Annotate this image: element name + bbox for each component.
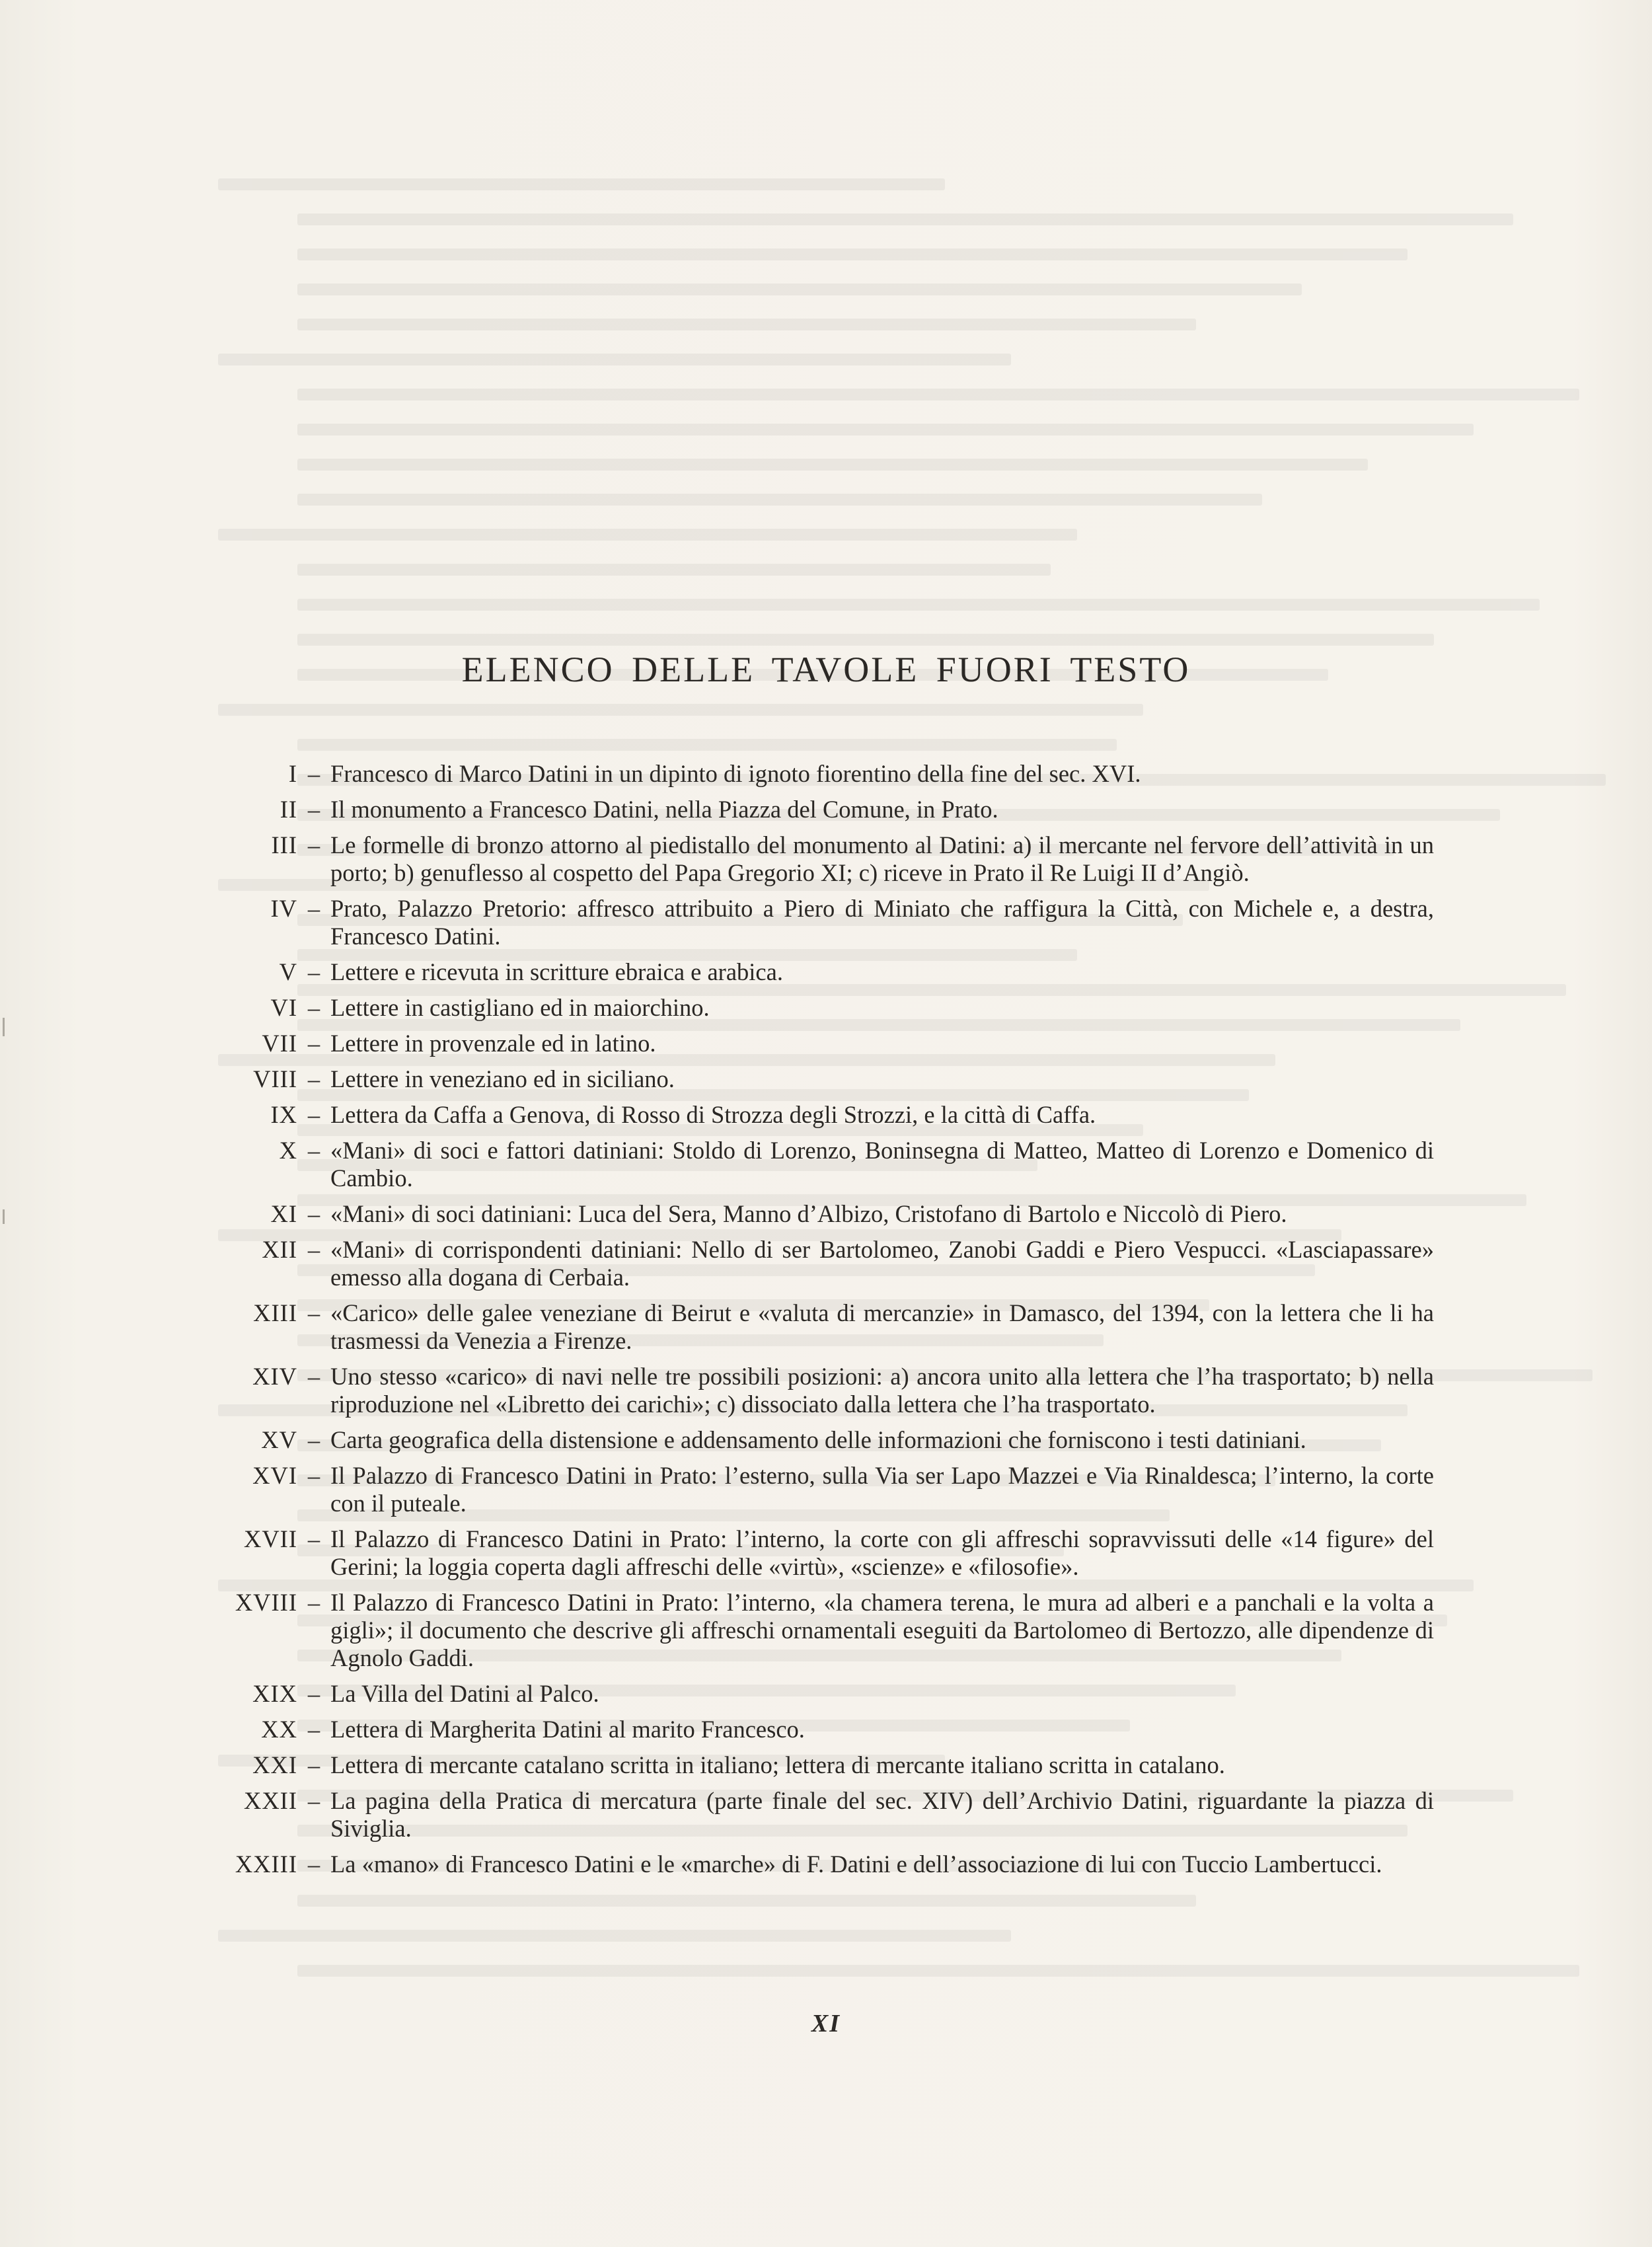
plate-description: Il Palazzo di Francesco Datini in Prato: l’interno, la corte con gli affreschi sopravvissuti delle «14 figure» del Gerini; la loggia coperta dagli affreschi delle «virtù», «scienze» e «filosofie». <box>330 1525 1434 1580</box>
list-item <box>218 1850 1434 1878</box>
separator-dash: – <box>307 1751 320 1778</box>
ghost-line <box>297 284 1302 295</box>
list-item <box>218 1200 1434 1228</box>
list-item <box>218 1589 1434 1672</box>
plate-number: XX <box>261 1716 297 1743</box>
ghost-line <box>218 354 1011 365</box>
ghost-line <box>218 529 1077 541</box>
plate-number: I <box>288 760 297 787</box>
ghost-line <box>297 634 1434 646</box>
list-item <box>218 1363 1434 1418</box>
plate-number: X <box>279 1137 297 1164</box>
separator-dash: – <box>307 831 320 858</box>
list-item <box>218 831 1434 887</box>
list-item <box>218 1101 1434 1129</box>
plate-description: Lettera di Margherita Datini al marito Francesco. <box>330 1716 805 1743</box>
list-item <box>218 958 1434 986</box>
separator-dash: – <box>307 1850 320 1878</box>
separator-dash: – <box>307 1589 320 1616</box>
separator-dash: – <box>307 1299 320 1326</box>
plate-number: XXII <box>243 1787 297 1814</box>
list-item <box>218 1299 1434 1355</box>
separator-dash: – <box>307 1462 320 1489</box>
plate-number: V <box>279 958 297 985</box>
plate-number: XIII <box>253 1299 297 1326</box>
list-item <box>218 1751 1434 1779</box>
plate-description: Lettere in veneziano ed in siciliano. <box>330 1065 675 1092</box>
separator-dash: – <box>307 958 320 985</box>
separator-dash: – <box>307 1137 320 1164</box>
plate-description: Lettera di mercante catalano scritta in italiano; lettera di mercante italiano scritta in catalano. <box>330 1751 1225 1778</box>
plate-description: Prato, Palazzo Pretorio: affresco attribuito a Piero di Miniato che raffigura la Città, con Michele e, a destra, Francesco Datini. <box>330 895 1434 950</box>
separator-dash: – <box>307 1680 320 1707</box>
plate-number: XVI <box>252 1462 297 1489</box>
ghost-line <box>297 564 1051 576</box>
plate-description: Lettera da Caffa a Genova, di Rosso di Strozza degli Strozzi, e la città di Caffa. <box>330 1101 1096 1128</box>
list-item <box>218 1525 1434 1581</box>
list-item <box>218 994 1434 1022</box>
plates-list <box>218 760 1434 1886</box>
plate-description: «Mani» di soci datiniani: Luca del Sera, Manno d’Albizo, Cristofano di Bartolo e Niccolò di Piero. <box>330 1200 1287 1227</box>
plate-description: «Carico» delle galee veneziane di Beirut e «valuta di mercanzie» in Damasco, del 1394, con la lettera che li ha trasmessi da Venezia a Firenze. <box>330 1299 1434 1354</box>
list-item <box>218 1680 1434 1708</box>
plate-number: IX <box>270 1101 297 1128</box>
plate-description: Il Palazzo di Francesco Datini in Prato: l’interno, «la chamera terena, le mura ad alberi e a panchali e la volta a gigli»; il documento che descrive gli affreschi ornamentali eseguiti da Bartolomeo di Bertozzo, alle dipendenze di Agnolo Gaddi. <box>330 1589 1434 1671</box>
separator-dash: – <box>307 1030 320 1057</box>
list-item <box>218 1426 1434 1454</box>
separator-dash: – <box>307 895 320 922</box>
list-item <box>218 1236 1434 1291</box>
ghost-line <box>297 389 1579 400</box>
ghost-line <box>297 494 1262 506</box>
plate-description: Il Palazzo di Francesco Datini in Prato: l’esterno, sulla Via ser Lapo Mazzei e Via Rinaldesca; l’interno, la corte con il puteale. <box>330 1462 1434 1517</box>
ghost-line <box>297 459 1368 471</box>
plate-description: Lettere e ricevuta in scritture ebraica e arabica. <box>330 958 783 985</box>
ghost-line <box>297 1895 1196 1907</box>
separator-dash: – <box>307 1426 320 1453</box>
plate-description: Lettere in provenzale ed in latino. <box>330 1030 656 1057</box>
margin-mark <box>3 1209 5 1224</box>
separator-dash: – <box>307 1363 320 1390</box>
plate-number: XII <box>262 1236 297 1263</box>
plate-description: La pagina della Pratica di mercatura (parte finale del sec. XIV) dell’Archivio Datini, riguardante la piazza di Siviglia. <box>330 1787 1434 1842</box>
separator-dash: – <box>307 1236 320 1263</box>
list-item <box>218 895 1434 950</box>
separator-dash: – <box>307 1065 320 1092</box>
plate-number: VII <box>262 1030 297 1057</box>
list-item <box>218 1030 1434 1057</box>
plate-number: XIX <box>252 1680 297 1707</box>
plate-description: Le formelle di bronzo attorno al piedistallo del monumento al Datini: a) il mercante nel fervore dell’attività in un porto; b) genuflesso al cospetto del Papa Gregorio XI; c) riceve in Prato il Re Luigi II d’Angiò. <box>330 831 1434 886</box>
plate-description: La Villa del Datini al Palco. <box>330 1680 599 1707</box>
plate-number: XVIII <box>235 1589 297 1616</box>
plate-description: La «mano» di Francesco Datini e le «marche» di F. Datini e dell’associazione di lui con Tuccio Lambertucci. <box>330 1850 1382 1878</box>
separator-dash: – <box>307 1525 320 1552</box>
plate-description: «Mani» di soci e fattori datiniani: Stoldo di Lorenzo, Boninsegna di Matteo, Matteo di Lorenzo e Domenico di Cambio. <box>330 1137 1434 1192</box>
ghost-line <box>297 248 1408 260</box>
list-item <box>218 796 1434 823</box>
separator-dash: – <box>307 796 320 823</box>
margin-mark <box>3 1018 5 1036</box>
ghost-line <box>297 213 1513 225</box>
separator-dash: – <box>307 994 320 1021</box>
page-number: XI <box>811 2010 841 2038</box>
plate-description: Il monumento a Francesco Datini, nella Piazza del Comune, in Prato. <box>330 796 998 823</box>
plate-number: XIV <box>252 1363 297 1390</box>
list-item <box>218 1716 1434 1743</box>
plate-description: Carta geografica della distensione e addensamento delle informazioni che forniscono i testi datiniani. <box>330 1426 1306 1453</box>
ghost-line <box>297 424 1474 436</box>
ghost-line <box>297 319 1196 330</box>
plate-number: VI <box>270 994 297 1021</box>
page-title: ELENCO DELLE TAVOLE FUORI TESTO <box>461 650 1191 689</box>
list-item <box>218 760 1434 788</box>
plate-description: Lettere in castigliano ed in maiorchino. <box>330 994 710 1021</box>
separator-dash: – <box>307 1716 320 1743</box>
plate-number: XXIII <box>235 1850 297 1878</box>
ghost-line <box>297 599 1540 611</box>
plate-number: III <box>271 831 297 858</box>
ghost-line <box>218 704 1143 716</box>
separator-dash: – <box>307 1200 320 1227</box>
list-item <box>218 1065 1434 1093</box>
list-item <box>218 1462 1434 1517</box>
plate-number: XXI <box>252 1751 297 1778</box>
plate-description: Uno stesso «carico» di navi nelle tre possibili posizioni: a) ancora unito alla lettera che l’ha trasportato; b) nella riproduzione nel «Libretto dei carichi»; c) dissociato dalla lettera che l’ha trasportato. <box>330 1363 1434 1418</box>
separator-dash: – <box>307 1787 320 1814</box>
plate-number: XV <box>261 1426 297 1453</box>
plate-number: IV <box>270 895 297 922</box>
ghost-line <box>218 178 945 190</box>
list-item <box>218 1137 1434 1192</box>
ghost-line <box>218 1930 1011 1942</box>
plate-description: Francesco di Marco Datini in un dipinto di ignoto fiorentino della fine del sec. XVI. <box>330 760 1141 787</box>
ghost-line <box>297 739 1117 751</box>
plate-description: «Mani» di corrispondenti datiniani: Nello di ser Bartolomeo, Zanobi Gaddi e Piero Vespucci. «Lasciapassare» emesso alla dogana di Cerbaia. <box>330 1236 1434 1291</box>
list-item <box>218 1787 1434 1843</box>
plate-number: XI <box>270 1200 297 1227</box>
separator-dash: – <box>307 760 320 787</box>
ghost-line <box>297 1965 1579 1977</box>
plate-number: VIII <box>253 1065 297 1092</box>
separator-dash: – <box>307 1101 320 1128</box>
plate-number: II <box>280 796 297 823</box>
plate-number: XVII <box>243 1525 297 1552</box>
